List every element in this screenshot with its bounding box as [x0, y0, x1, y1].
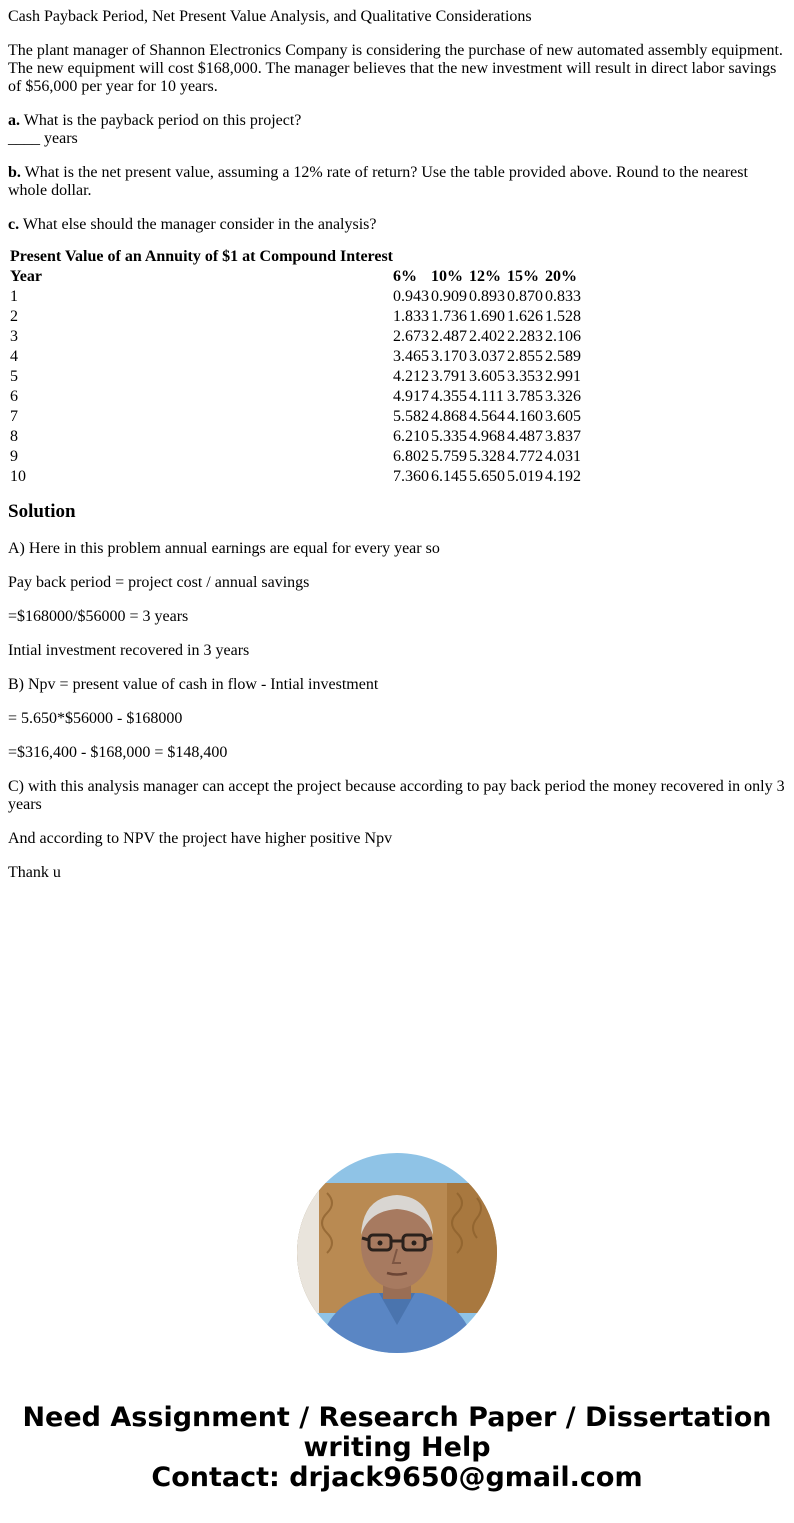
- solution-line: Intial investment recovered in 3 years: [8, 642, 250, 659]
- table-cell: 10: [10, 468, 26, 485]
- table-cell: 8: [10, 428, 18, 445]
- table-row: [10, 428, 581, 446]
- table-cell: 2.402: [469, 328, 505, 345]
- table-cell: 6.802: [393, 448, 429, 465]
- annuity-table-caption: Present Value of an Annuity of $1 at Compound Interest: [10, 248, 394, 265]
- solution-line: B) Npv = present value of cash in flow - Intial investment: [8, 676, 379, 693]
- table-cell: 5.759: [431, 448, 467, 465]
- question-a-blank: ____ years: [8, 130, 78, 147]
- table-cell: 4.917: [393, 388, 429, 405]
- table-cell: 5.019: [507, 468, 543, 485]
- solution-line: Pay back period = project cost / annual savings: [8, 574, 310, 591]
- person-portrait-icon: [297, 1153, 497, 1353]
- table-cell: 4.355: [431, 388, 467, 405]
- table-cell: 5.650: [469, 468, 505, 485]
- question-intro: The plant manager of Shannon Electronics Company is considering the purchase of new automated assembly equipment. The new equipment will cost $168,000. The manager believes that the new investment will result in direct labor savings of $56,000 per year for 10 years.: [8, 42, 783, 95]
- table-cell: 1.626: [507, 308, 543, 325]
- table-row: [10, 288, 581, 306]
- table-cell: 1.736: [431, 308, 467, 325]
- table-cell: 6: [10, 388, 18, 405]
- header-6pct: 6%: [393, 268, 417, 285]
- table-cell: 4.868: [431, 408, 467, 425]
- table-cell: 2.991: [545, 368, 581, 385]
- solution-line: And according to NPV the project have higher positive Npv: [8, 830, 393, 847]
- table-cell: 2.487: [431, 328, 467, 345]
- solution-line: Thank u: [8, 864, 61, 881]
- header-12pct: 12%: [469, 268, 501, 285]
- table-cell: 3.785: [507, 388, 543, 405]
- table-row: [10, 448, 581, 466]
- header-20pct: 20%: [545, 268, 577, 285]
- question-c-text: What else should the manager consider in the analysis?: [19, 216, 377, 233]
- header-year: Year: [10, 268, 42, 285]
- avatar: [297, 1153, 497, 1353]
- table-cell: 0.870: [507, 288, 543, 305]
- footer-advertisement: [0, 1403, 794, 1493]
- table-cell: 3.837: [545, 428, 581, 445]
- table-cell: 4: [10, 348, 18, 365]
- solution-line: =$316,400 - $168,000 = $148,400: [8, 744, 228, 761]
- table-cell: 1: [10, 288, 18, 305]
- table-cell: 0.833: [545, 288, 581, 305]
- table-cell: 5: [10, 368, 18, 385]
- header-15pct: 15%: [507, 268, 539, 285]
- table-cell: 4.160: [507, 408, 543, 425]
- table-cell: 3.353: [507, 368, 543, 385]
- solution-line: C) with this analysis manager can accept the project because according to pay back period the money recovered in only 3 years: [8, 778, 785, 813]
- question-b: [8, 164, 786, 200]
- table-cell: 7: [10, 408, 18, 425]
- header-10pct: 10%: [431, 268, 463, 285]
- table-cell: 9: [10, 448, 18, 465]
- footer-contact: Contact: drjack9650@gmail.com: [151, 1462, 643, 1493]
- table-row: [10, 328, 581, 346]
- table-row: [10, 348, 581, 366]
- question-a-label: a.: [8, 112, 20, 129]
- table-cell: 3.326: [545, 388, 581, 405]
- table-cell: 0.909: [431, 288, 467, 305]
- table-cell: 2.106: [545, 328, 581, 345]
- table-cell: 2.855: [507, 348, 543, 365]
- table-cell: 1.528: [545, 308, 581, 325]
- question-b-label: b.: [8, 164, 21, 181]
- table-cell: 4.111: [469, 388, 504, 405]
- table-cell: 2.673: [393, 328, 429, 345]
- footer-line-2: writing Help: [303, 1432, 491, 1463]
- solution-line: =$168000/$56000 = 3 years: [8, 608, 189, 625]
- table-row: [10, 408, 581, 426]
- table-cell: 1.833: [393, 308, 429, 325]
- table-cell: 4.192: [545, 468, 581, 485]
- table-cell: 0.943: [393, 288, 429, 305]
- table-cell: 4.031: [545, 448, 581, 465]
- table-row: [10, 388, 581, 406]
- table-cell: 3.465: [393, 348, 429, 365]
- question-a: [8, 112, 786, 148]
- table-cell: 2.283: [507, 328, 543, 345]
- annuity-table-header-row: [10, 268, 581, 286]
- question-c: [8, 216, 786, 234]
- solution-line: A) Here in this problem annual earnings are equal for every year so: [8, 540, 440, 557]
- table-cell: 7.360: [393, 468, 429, 485]
- question-c-label: c.: [8, 216, 20, 233]
- solution-line: = 5.650*$56000 - $168000: [8, 710, 183, 727]
- table-cell: 4.968: [469, 428, 505, 445]
- question-b-text: What is the net present value, assuming a 12% rate of return? Use the table provided above. Round to the nearest whole dollar.: [8, 164, 748, 199]
- table-cell: 5.328: [469, 448, 505, 465]
- table-row: [10, 308, 581, 326]
- table-cell: 3.037: [469, 348, 505, 365]
- table-cell: 3: [10, 328, 18, 345]
- question-a-text: What is the payback period on this project?: [20, 112, 302, 129]
- table-cell: 5.582: [393, 408, 429, 425]
- table-cell: 3.791: [431, 368, 467, 385]
- table-row: [10, 468, 581, 486]
- table-cell: 5.335: [431, 428, 467, 445]
- table-row: [10, 368, 581, 386]
- table-cell: 6.210: [393, 428, 429, 445]
- annuity-table: [8, 246, 583, 488]
- table-cell: 3.605: [469, 368, 505, 385]
- table-cell: 4.564: [469, 408, 505, 425]
- solution-body: [8, 540, 786, 882]
- table-cell: 1.690: [469, 308, 505, 325]
- table-cell: 4.212: [393, 368, 429, 385]
- solution-heading: Solution: [8, 501, 76, 522]
- table-cell: 2: [10, 308, 18, 325]
- question-title: Cash Payback Period, Net Present Value Analysis, and Qualitative Considerations: [8, 8, 532, 25]
- table-cell: 3.605: [545, 408, 581, 425]
- table-cell: 2.589: [545, 348, 581, 365]
- table-cell: 4.487: [507, 428, 543, 445]
- table-cell: 3.170: [431, 348, 467, 365]
- table-cell: 4.772: [507, 448, 543, 465]
- footer-line-1: Need Assignment / Research Paper / Dissertation: [22, 1402, 772, 1433]
- table-cell: 0.893: [469, 288, 505, 305]
- table-cell: 6.145: [431, 468, 467, 485]
